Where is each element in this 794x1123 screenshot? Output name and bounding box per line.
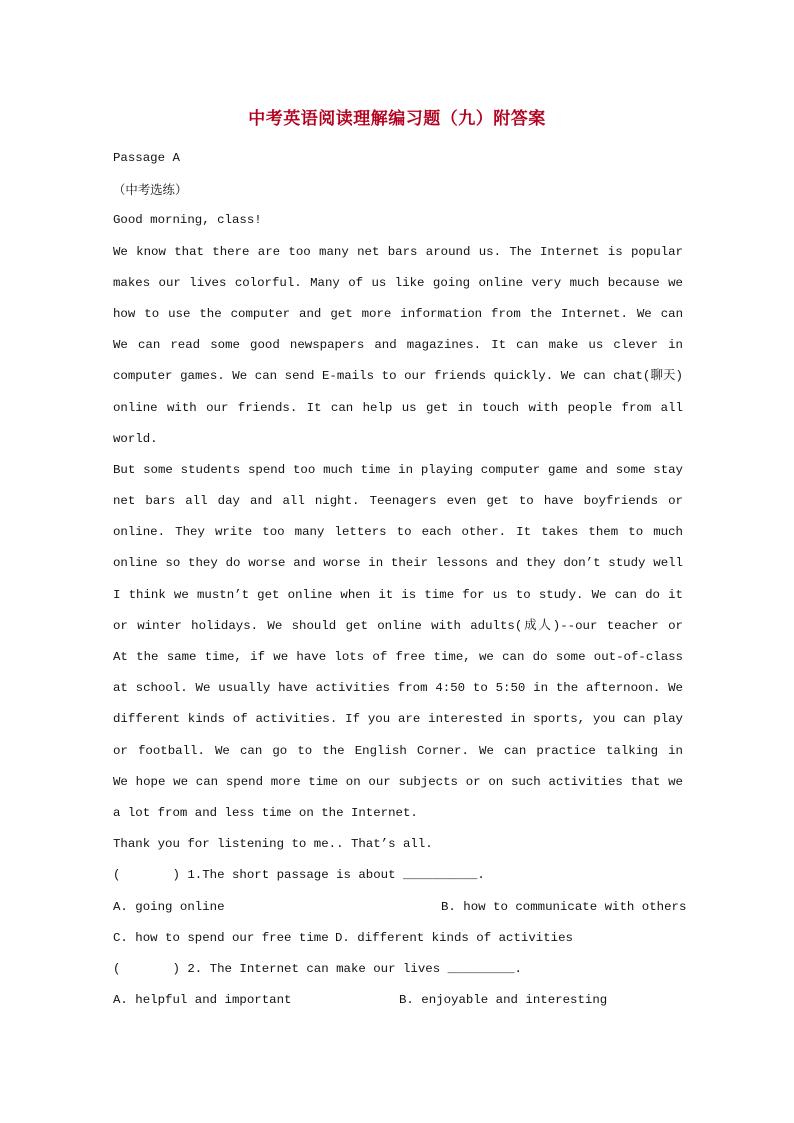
options-row bbox=[113, 892, 687, 923]
paragraph-line: a lot from and less time on the Internet. bbox=[113, 805, 418, 820]
page-title: 中考英语阅读理解编习题（九）附答案 bbox=[248, 109, 546, 129]
paragraph-line: We know that there are too many net bars around us. The Internet is popular bbox=[113, 244, 683, 259]
paragraph-line: or football. We can go to the English Corner. We can practice talking in bbox=[113, 743, 683, 758]
paragraph-line: computer games. We can send E-mails to our friends quickly. We can chat(聊天) bbox=[113, 369, 683, 384]
question-1 bbox=[113, 860, 687, 954]
paragraph-line: different kinds of activities. If you are interested in sports, you can play bbox=[113, 712, 683, 727]
paragraph-line: how to use the computer and get more information from the Internet. We can bbox=[113, 306, 683, 321]
paragraph-line: online. They write too many letters to each other. It takes them to much bbox=[113, 525, 683, 540]
paragraph-line: online so they do worse and worse in their lessons and they don’t study well bbox=[113, 556, 683, 571]
paragraph-line: I think we mustn’t get online when it is time for us to study. We can do it bbox=[113, 587, 683, 602]
paragraph-line: net bars all day and all night. Teenagers even get to have boyfriends or bbox=[113, 494, 683, 509]
option-d: D. different kinds of activities bbox=[335, 930, 573, 945]
question-2 bbox=[113, 954, 683, 1016]
option-b: B. enjoyable and interesting bbox=[399, 993, 608, 1008]
paragraph-line: world. bbox=[113, 431, 158, 446]
paragraph-1 bbox=[113, 237, 683, 455]
option-a: A. going online bbox=[113, 899, 225, 914]
paragraph-line: online with our friends. It can help us get in touch with people from all bbox=[113, 400, 683, 415]
paragraph-line: or winter holidays. We should get online with adults(成人)--our teacher or bbox=[113, 618, 683, 633]
paragraph-line: At the same time, if we have lots of free time, we can do some out-of-class bbox=[113, 650, 683, 664]
paragraph-line: We can read some good newspapers and magazines. It can make us clever in bbox=[113, 338, 683, 353]
paragraph-line: makes our lives colorful. Many of us like going online very much because we bbox=[113, 275, 683, 290]
paragraph-line: We hope we can spend more time on our subjects or on such activities that we bbox=[113, 774, 683, 789]
closing-line: Thank you for listening to me.. That’s all. bbox=[113, 837, 433, 852]
paragraph-2 bbox=[113, 455, 683, 829]
options-row bbox=[113, 985, 683, 1016]
question-stem: ( ) 2. The Internet can make our lives _________. bbox=[113, 961, 522, 976]
options-row bbox=[113, 923, 683, 954]
paragraph-line: at school. We usually have activities from 4:50 to 5:50 in the afternoon. We bbox=[113, 681, 683, 696]
option-b: B. how to communicate with others bbox=[441, 899, 687, 914]
document-body bbox=[113, 143, 687, 1016]
paragraph-line: But some students spend too much time in playing computer game and some stay bbox=[113, 462, 683, 477]
greeting-line: Good morning, class! bbox=[113, 213, 262, 228]
passage-label: Passage A bbox=[113, 151, 180, 165]
question-stem: ( ) 1.The short passage is about __________. bbox=[113, 868, 485, 883]
source-note: （中考选练） bbox=[113, 182, 188, 198]
option-a: A. helpful and important bbox=[113, 993, 292, 1008]
option-c: C. how to spend our free time bbox=[113, 930, 329, 945]
